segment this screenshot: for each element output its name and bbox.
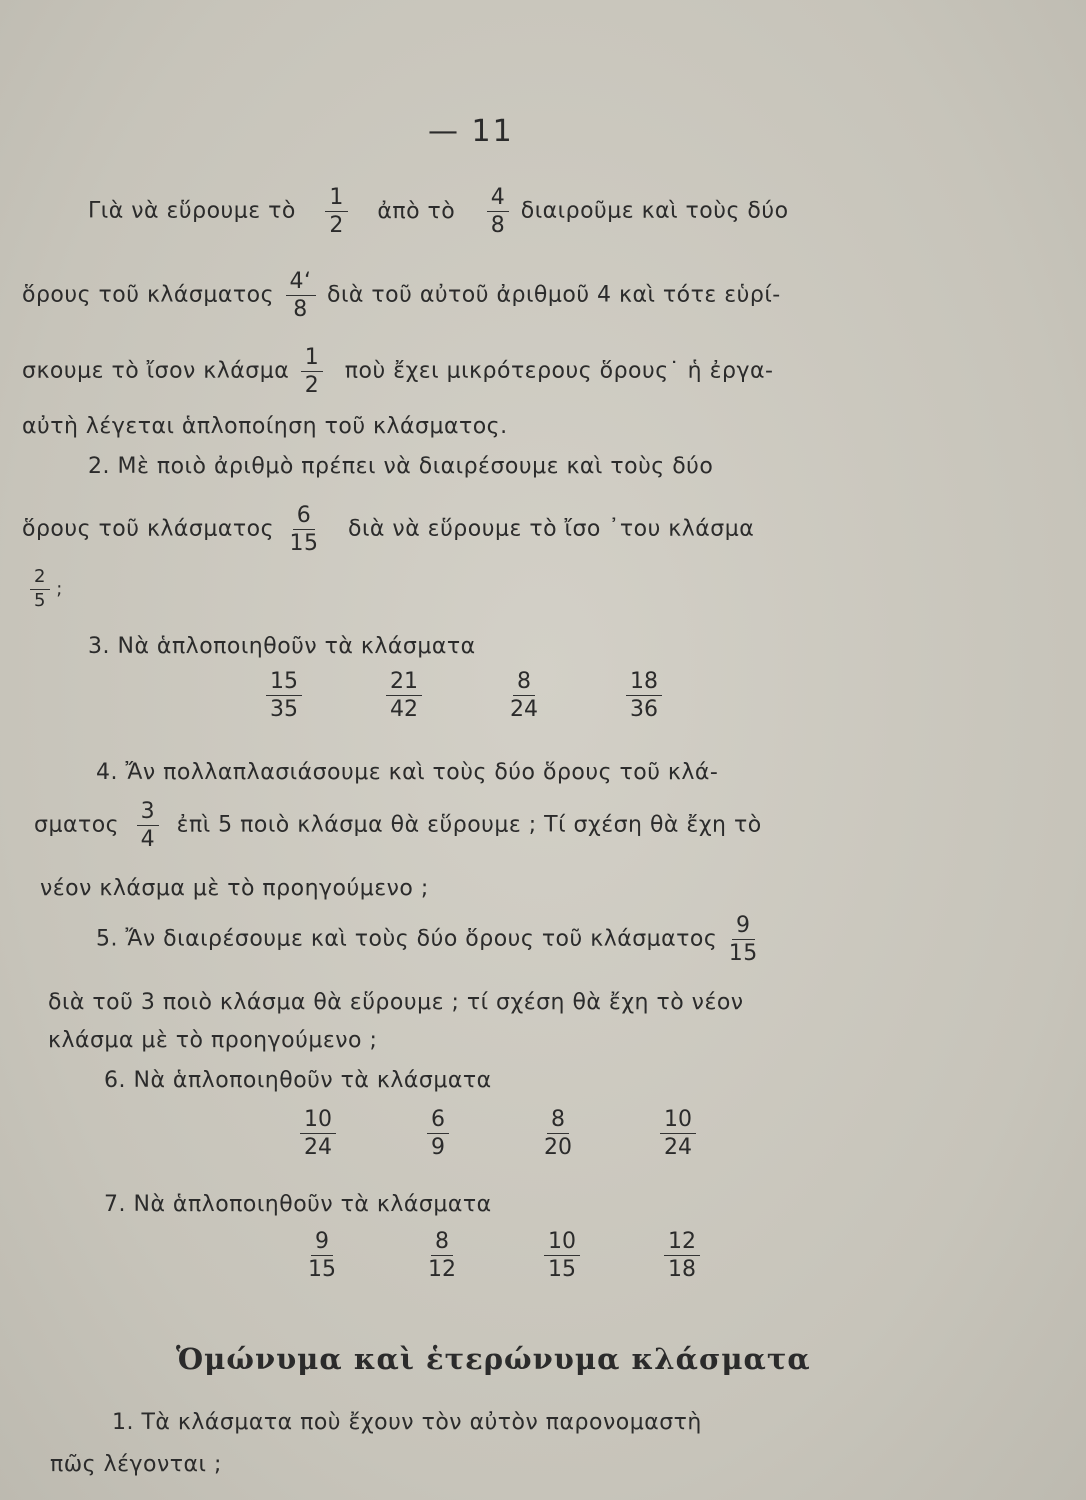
fraction bbox=[137, 800, 160, 851]
fraction bbox=[344, 670, 464, 721]
numerator: 4‘ bbox=[286, 270, 316, 296]
numerator: 6 bbox=[427, 1108, 449, 1134]
denominator: 2 bbox=[329, 213, 344, 239]
denominator: 42 bbox=[390, 697, 418, 723]
fraction bbox=[378, 1108, 498, 1159]
text: σκουμε τὸ ἴσον κλάσμα bbox=[22, 358, 290, 384]
denominator: 12 bbox=[428, 1257, 456, 1283]
numerator: 1 bbox=[325, 186, 348, 212]
fraction bbox=[301, 346, 324, 397]
denominator: 8 bbox=[293, 297, 308, 323]
denominator: 35 bbox=[270, 697, 298, 723]
denominator: 24 bbox=[510, 697, 538, 723]
numerator: 8 bbox=[513, 670, 535, 696]
fraction bbox=[584, 670, 704, 721]
page-number: — 11 bbox=[428, 114, 514, 149]
fraction bbox=[286, 270, 316, 321]
q5-line1 bbox=[96, 914, 762, 965]
fraction bbox=[498, 1108, 618, 1159]
denominator: 9 bbox=[431, 1135, 445, 1161]
numerator: 10 bbox=[300, 1108, 336, 1134]
numerator: 6 bbox=[293, 504, 316, 530]
denominator: 5 bbox=[34, 589, 46, 611]
q4-line3: νέον κλάσμα μὲ τὸ προηγούμενο ; bbox=[40, 876, 429, 901]
fraction bbox=[258, 1108, 378, 1159]
numerator: 10 bbox=[544, 1230, 580, 1256]
fraction bbox=[286, 504, 323, 555]
q6-fractions bbox=[258, 1108, 738, 1159]
fraction bbox=[725, 914, 762, 965]
fraction bbox=[262, 1230, 382, 1281]
fraction bbox=[618, 1108, 738, 1159]
fraction bbox=[622, 1230, 742, 1281]
numerator: 21 bbox=[386, 670, 422, 696]
denominator: 15 bbox=[728, 941, 758, 967]
fraction bbox=[502, 1230, 622, 1281]
text: σματος bbox=[34, 812, 120, 838]
numerator: 8 bbox=[431, 1230, 453, 1256]
paragraph1-line2 bbox=[22, 270, 781, 321]
text: διὰ νὰ εὕρουμε τὸ ἴσο ᾿του κλάσμα bbox=[348, 516, 755, 542]
denominator: 15 bbox=[289, 531, 319, 557]
numerator: 10 bbox=[660, 1108, 696, 1134]
q4-line1: 4. Ἄν πολλαπλασιάσουμε καὶ τοὺς δύο ὅρους τοῦ κλά- bbox=[96, 760, 719, 785]
text: ποὺ ἔχει μικρότερους ὅρους˙ ἡ ἐργα- bbox=[344, 358, 774, 384]
text: ὅρους τοῦ κλάσματος bbox=[22, 282, 274, 308]
numerator: 8 bbox=[547, 1108, 569, 1134]
text: 5. Ἄν διαιρέσουμε καὶ τοὺς δύο ὅρους τοῦ κλάσματος bbox=[96, 926, 718, 952]
text: διὰ τοῦ αὐτοῦ ἀριθμοῦ 4 καὶ τότε εὑρί- bbox=[327, 282, 781, 308]
denominator: 36 bbox=[630, 697, 658, 723]
s1-line1: 1. Τὰ κλάσματα ποὺ ἔχουν τὸν αὐτὸν παρονομαστὴ bbox=[112, 1410, 702, 1435]
q7-fractions bbox=[262, 1230, 742, 1281]
q5-line3: κλάσμα μὲ τὸ προηγούμενο ; bbox=[48, 1028, 378, 1053]
denominator: 15 bbox=[308, 1257, 336, 1283]
numerator: 9 bbox=[732, 914, 755, 940]
text: ἀπὸ τὸ bbox=[377, 198, 456, 224]
q2-line1: 2. Μὲ ποιὸ ἀριθμὸ πρέπει νὰ διαιρέσουμε καὶ τοὺς δύο bbox=[88, 454, 714, 479]
q4-line2 bbox=[34, 800, 762, 851]
denominator: 24 bbox=[664, 1135, 692, 1161]
text: διαιροῦμε καὶ τοὺς δύο bbox=[520, 198, 789, 224]
s1-line2: πῶς λέγονται ; bbox=[50, 1452, 222, 1477]
fraction bbox=[325, 186, 348, 237]
fraction bbox=[464, 670, 584, 721]
text: ; bbox=[56, 578, 63, 600]
denominator: 4 bbox=[140, 827, 156, 853]
fraction bbox=[30, 568, 50, 611]
denominator: 24 bbox=[304, 1135, 332, 1161]
q3-fractions bbox=[224, 670, 704, 721]
q2-line2 bbox=[22, 504, 754, 555]
paragraph1-line3 bbox=[22, 346, 773, 397]
numerator: 3 bbox=[137, 800, 160, 826]
numerator: 4 bbox=[487, 186, 510, 212]
fraction bbox=[224, 670, 344, 721]
q6-text: 6. Νὰ ἁπλοποιηθοῦν τὰ κλάσματα bbox=[104, 1068, 492, 1093]
denominator: 2 bbox=[304, 373, 320, 399]
denominator: 20 bbox=[544, 1135, 572, 1161]
denominator: 18 bbox=[668, 1257, 696, 1283]
fraction bbox=[382, 1230, 502, 1281]
text: Γιὰ νὰ εὕρουμε τὸ bbox=[88, 198, 296, 224]
paragraph1-line1 bbox=[88, 186, 789, 237]
fraction bbox=[487, 186, 510, 237]
text: ὅρους τοῦ κλάσματος bbox=[22, 516, 274, 542]
q3-text: 3. Νὰ ἁπλοποιηθοῦν τὰ κλάσματα bbox=[88, 634, 476, 659]
denominator: 8 bbox=[490, 213, 506, 239]
numerator: 15 bbox=[266, 670, 302, 696]
paragraph1-line4: αὐτὴ λέγεται ἁπλοποίηση τοῦ κλάσματος. bbox=[22, 414, 508, 439]
q5-line2: διὰ τοῦ 3 ποιὸ κλάσμα θὰ εὕρουμε ; τί σχέση θὰ ἔχη τὸ νέον bbox=[48, 990, 744, 1015]
numerator: 1 bbox=[301, 346, 324, 372]
denominator: 15 bbox=[548, 1257, 576, 1283]
numerator: 9 bbox=[311, 1230, 333, 1256]
q2-line3 bbox=[30, 568, 63, 611]
section-heading: Ὁμώνυμα καὶ ἑτερώνυμα κλάσματα bbox=[176, 1342, 811, 1376]
numerator: 18 bbox=[626, 670, 662, 696]
numerator: 12 bbox=[664, 1230, 700, 1256]
text: ἐπὶ 5 ποιὸ κλάσμα θὰ εὕρουμε ; Τί σχέση θὰ ἔχη τὸ bbox=[176, 812, 762, 838]
numerator: 2 bbox=[30, 568, 50, 590]
q7-text: 7. Νὰ ἁπλοποιηθοῦν τὰ κλάσματα bbox=[104, 1192, 492, 1217]
